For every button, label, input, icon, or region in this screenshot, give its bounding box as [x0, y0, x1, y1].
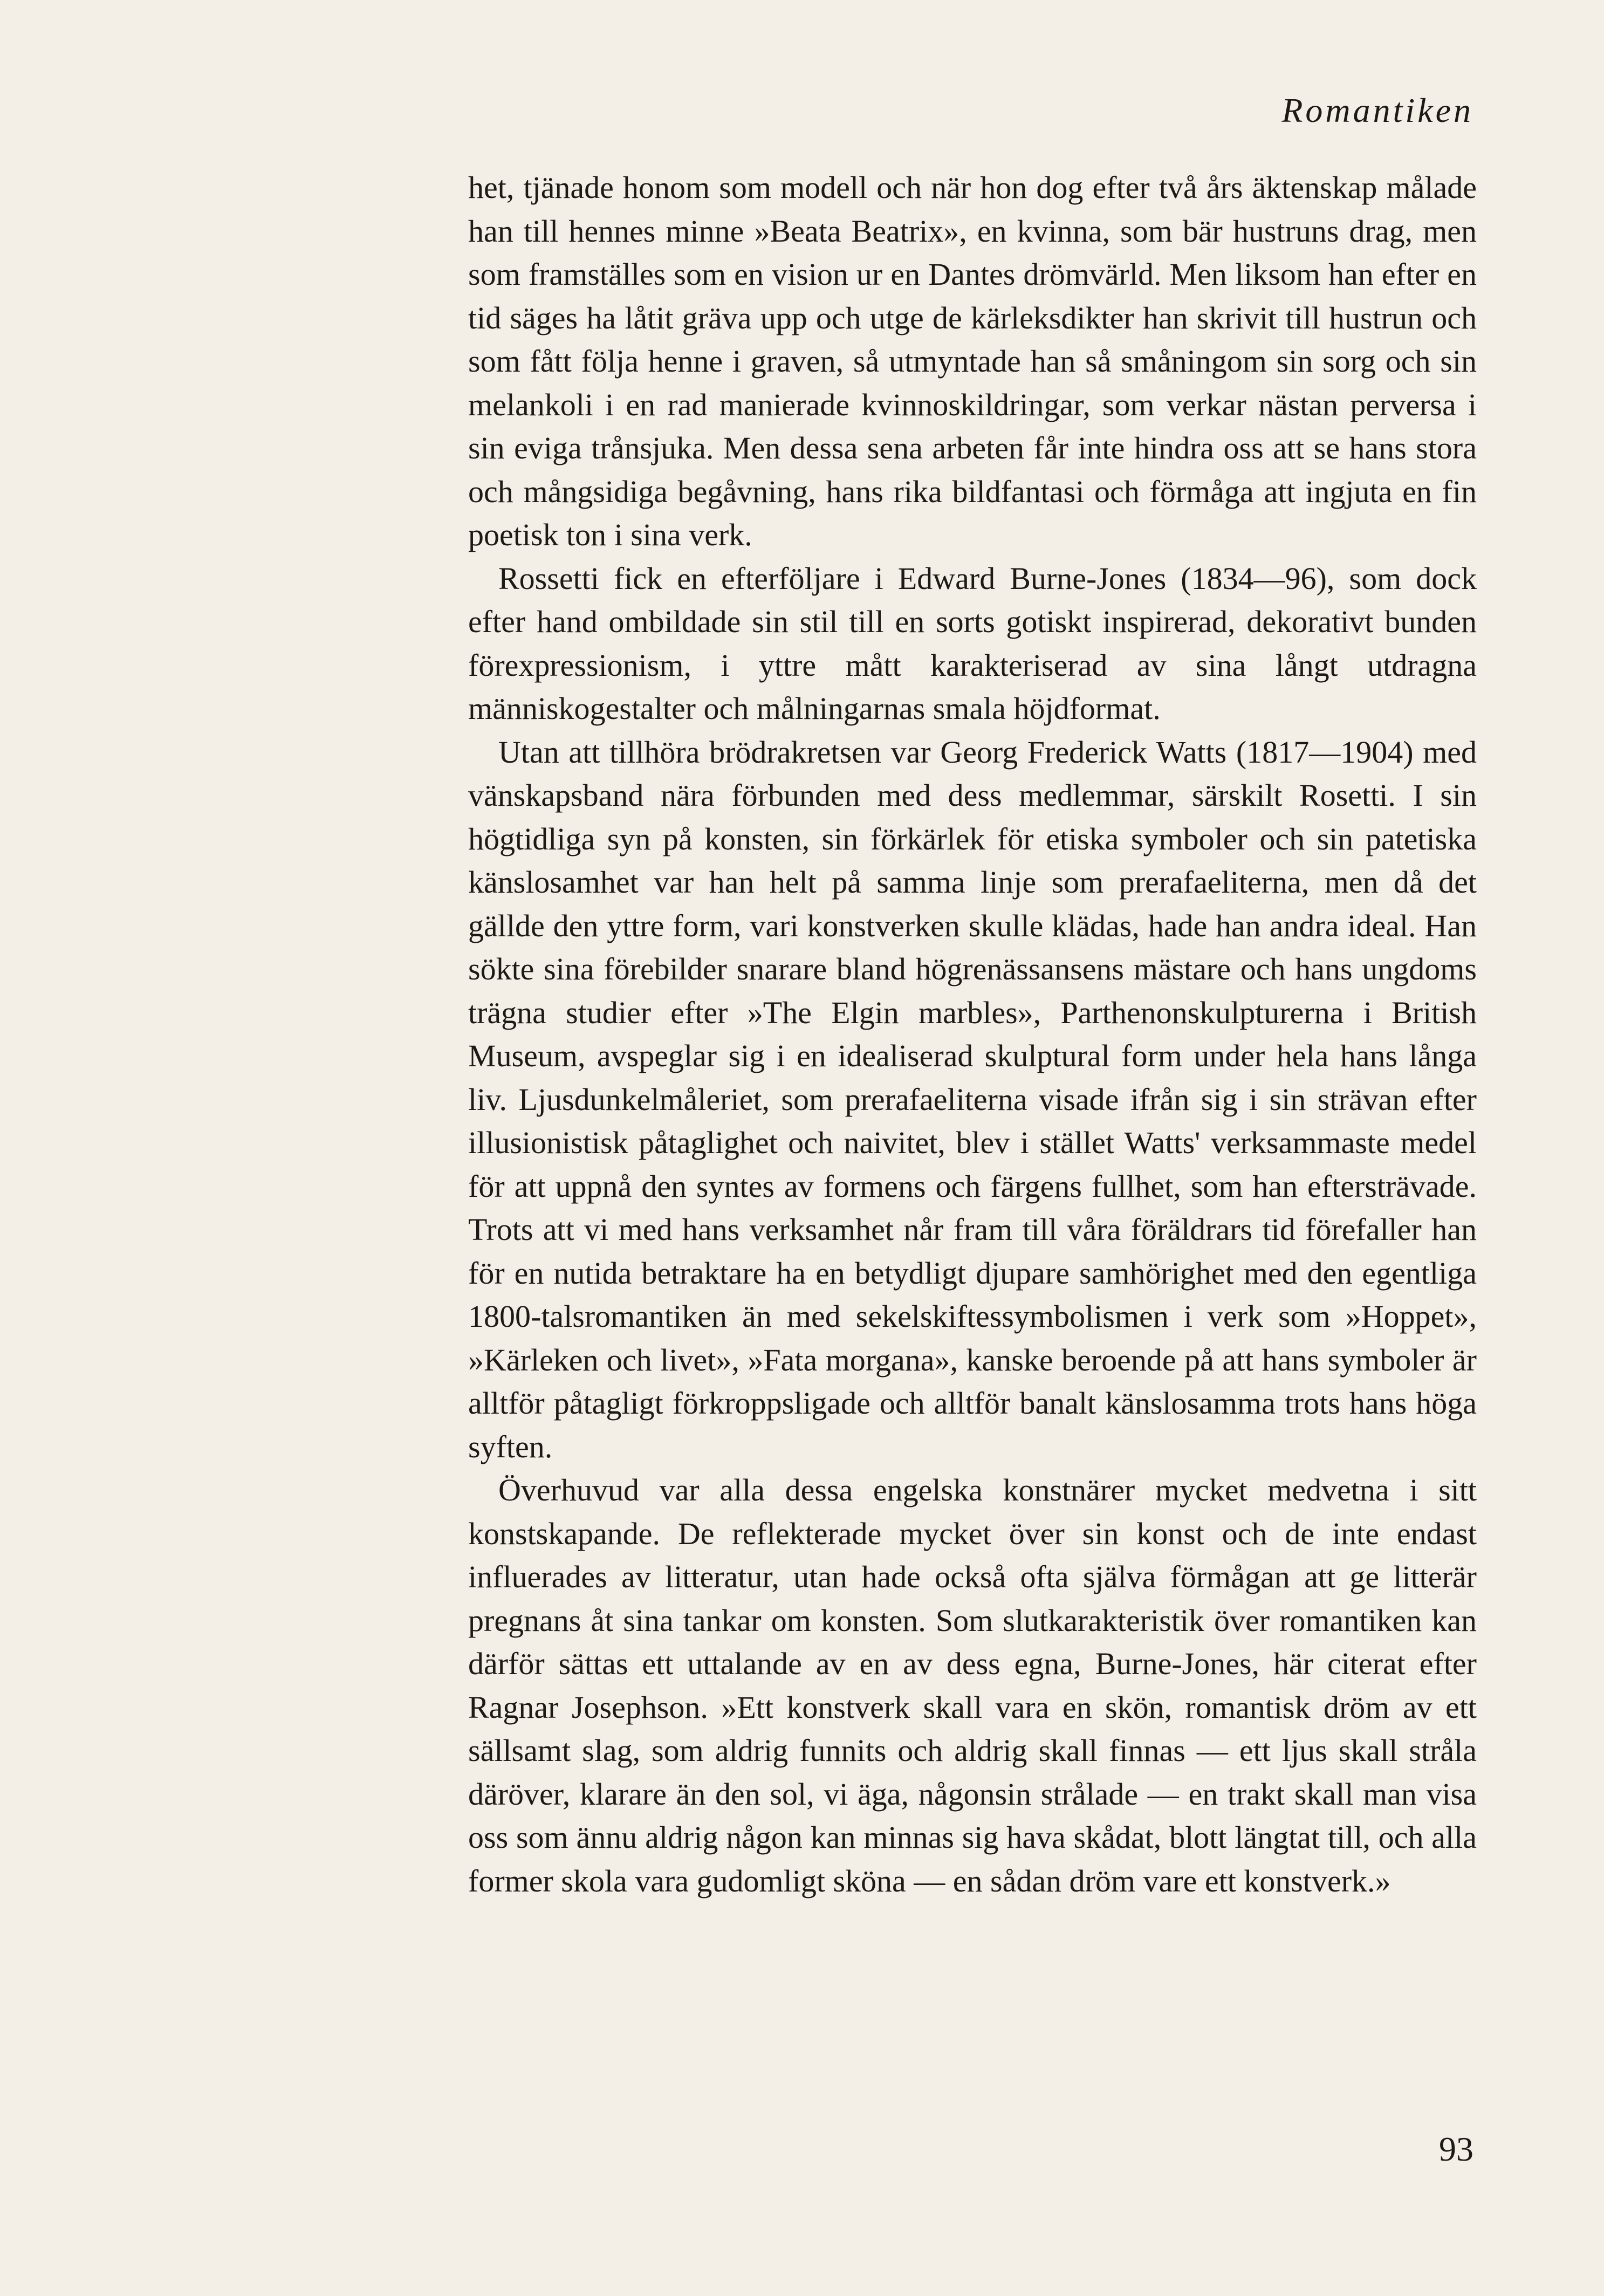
- body-text: [468, 166, 1477, 1903]
- paragraph: Utan att tillhöra brödrakretsen var Georg Frederick Watts (1817—1904) med vänskapsband nära förbunden med dess medlemmar, särskilt Rosetti. I sin högtidliga syn på konsten, sin förkärlek för etiska symboler och sin patetiska känslosamhet var han helt på samma linje som prerafaeliterna, men då det gällde den yttre form, vari konstverken skulle klädas, hade han andra ideal. Han sökte sina förebilder snarare bland högrenässansens mästare och hans ungdoms trägna studier efter »The Elgin marbles», Parthenonskulpturerna i British Museum, avspeglar sig i en idealiserad skulptural form under hela hans långa liv. Ljusdunkelmåleriet, som prerafaeliterna visade ifrån sig i sin strävan efter illusionistisk påtaglighet och naivitet, blev i stället Watts' verksammaste medel för att uppnå den syntes av formens och färgens fullhet, som han eftersträvade. Trots att vi med hans verksamhet når fram till våra föräldrars tid förefaller han för en nutida betraktare ha en betydligt djupare samhörighet med den egentliga 1800-talsromantiken än med sekelskiftessymbolismen i verk som »Hoppet», »Kärleken och livet», »Fata morgana», kanske beroende på att hans symboler är alltför påtagligt förkroppsligade och alltför banalt känslosamma trots hans höga syften.: [468, 734, 1477, 1464]
- paragraph: Överhuvud var alla dessa engelska konstnärer mycket medvetna i sitt konstskapande. De reflekterade mycket över sin konst och de inte endast influerades av litteratur, utan hade också ofta själva förmågan att ge litterär pregnans åt sina tankar om konsten. Som slutkarakteristik över romantiken kan därför sättas ett uttalande av en av dess egna, Burne-Jones, här citerat efter Ragnar Josephson. »Ett konstverk skall vara en skön, romantisk dröm av ett sällsamt slag, som aldrig funnits och aldrig skall finnas — ett ljus skall stråla däröver, klarare än den sol, vi äga, någonsin strålade — en trakt skall man visa oss som ännu aldrig någon kan minnas sig hava skådat, blott längtat till, och alla former skola vara gudomligt sköna — en sådan dröm vare ett konstverk.»: [468, 1472, 1477, 1899]
- paragraph: het, tjänade honom som modell och när hon dog efter två års äktenskap målade han till hennes minne »Beata Beatrix», en kvinna, som bär hustruns drag, men som framställes som en vision ur en Dantes drömvärld. Men liksom han efter en tid säges ha låtit gräva upp och utge de kärleksdikter han skrivit till hustrun och som fått följa henne i graven, så utmyntade han så småningom sin sorg och sin melankoli i en rad manierade kvinnoskildringar, som verkar nästan perversa i sin eviga trånsjuka. Men dessa sena arbeten får inte hindra oss att se hans stora och mångsidiga begåvning, hans rika bildfantasi och förmåga att ingjuta en fin poetisk ton i sina verk.: [468, 170, 1477, 552]
- paragraph: Rossetti fick en efterföljare i Edward Burne-Jones (1834—96), som dock efter hand ombildade sin stil till en sorts gotiskt inspirerad, dekorativt bunden förexpressionism, i yttre mått karakteriserad av sina långt utdragna människogestalter och målningarnas smala höjdformat.: [468, 560, 1477, 726]
- running-head: Romantiken: [1281, 91, 1473, 129]
- page-number: 93: [1439, 2130, 1473, 2168]
